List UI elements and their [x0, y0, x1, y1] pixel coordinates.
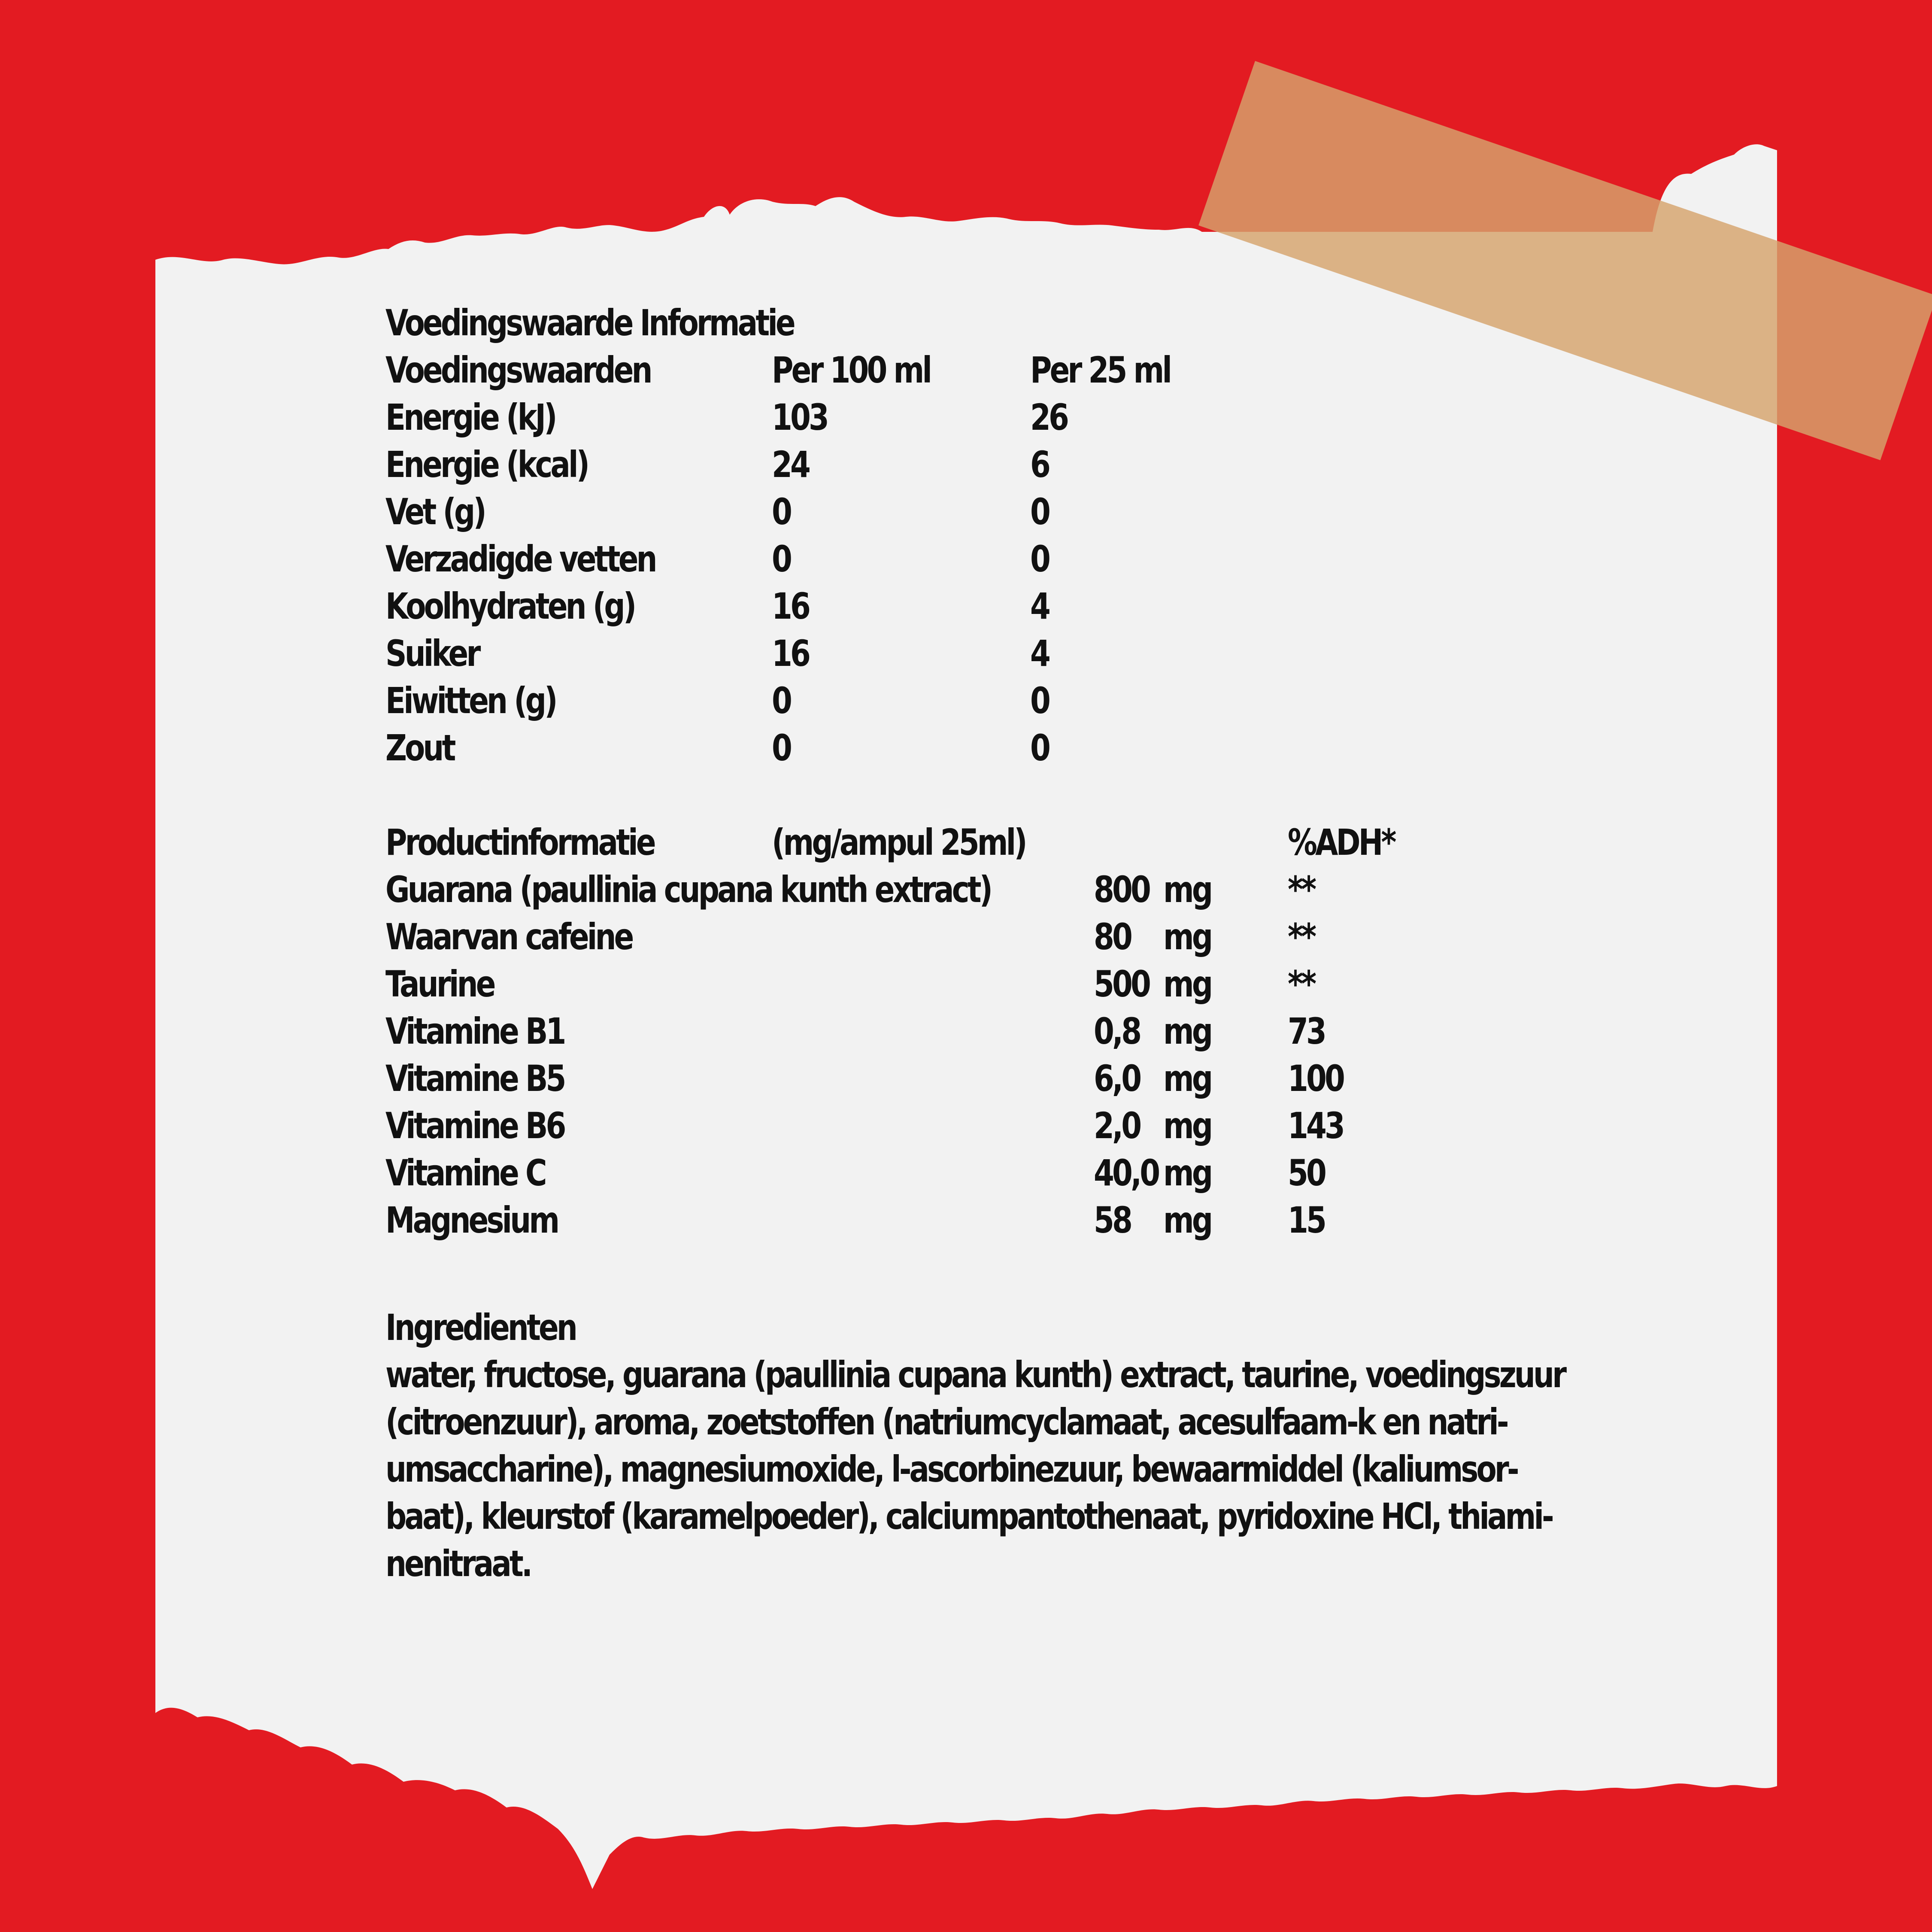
product-row-unit: mg — [1163, 869, 1211, 911]
nutrition-row-per25: 0 — [1030, 727, 1049, 769]
product-row-amount: 0,8 — [1094, 1010, 1140, 1052]
nutrition-row-per25: 4 — [1030, 585, 1049, 627]
nutrition-row-per100: 24 — [772, 444, 809, 486]
nutrition-row-label: Energie (kJ) — [385, 396, 555, 438]
product-row-adh: ** — [1288, 916, 1315, 958]
product-row-adh: 143 — [1288, 1105, 1344, 1147]
ingredients-line: baat), kleurstof (karamelpoeder), calciumpantothenaat, pyridoxine HCl, thiami- — [385, 1495, 1552, 1537]
nutrition-row-per25: 0 — [1030, 680, 1049, 722]
product-row-unit: mg — [1163, 1199, 1211, 1241]
product-row-amount: 2,0 — [1094, 1105, 1140, 1147]
nutrition-row-label: Verzadigde vetten — [385, 538, 655, 580]
product-row-adh: 50 — [1288, 1152, 1325, 1194]
product-header-unit: (mg/ampul 25ml) — [772, 821, 1025, 863]
ingredients-line: (citroenzuur), aroma, zoetstoffen (natriumcyclamaat, acesulfaam-k en natri- — [385, 1401, 1507, 1443]
product-row-label: Vitamine B1 — [385, 1010, 564, 1052]
nutrition-row-label: Vet (g) — [385, 491, 485, 533]
product-row-label: Vitamine B6 — [385, 1105, 564, 1147]
product-row-amount: 500 — [1094, 963, 1149, 1005]
product-row-unit: mg — [1163, 1010, 1211, 1052]
product-row-adh: 73 — [1288, 1010, 1325, 1052]
product-row-label: Vitamine C — [385, 1152, 545, 1194]
product-row-adh: ** — [1288, 869, 1315, 911]
ingredients-title: Ingredienten — [385, 1306, 576, 1349]
nutrition-row-per25: 26 — [1030, 396, 1068, 438]
nutrition-row-per100: 16 — [772, 585, 809, 627]
product-row-amount: 6,0 — [1094, 1057, 1140, 1100]
product-row-label: Taurine — [385, 963, 494, 1005]
nutrition-header-1: Per 100 ml — [772, 349, 931, 391]
product-row-amount: 40,0 — [1094, 1152, 1159, 1194]
nutrition-title: Voedingswaarde Informatie — [385, 302, 794, 344]
product-row-adh: ** — [1288, 963, 1315, 1005]
product-row-label: Magnesium — [385, 1199, 558, 1241]
nutrition-row-per25: 0 — [1030, 491, 1049, 533]
nutrition-header-2: Per 25 ml — [1030, 349, 1171, 391]
nutrition-row-per100: 0 — [772, 680, 791, 722]
nutrition-row-per100: 103 — [772, 396, 828, 438]
nutrition-row-label: Eiwitten (g) — [385, 680, 556, 722]
product-row-amount: 80 — [1094, 916, 1131, 958]
nutrition-row-label: Energie (kcal) — [385, 444, 588, 486]
nutrition-row-per25: 6 — [1030, 444, 1049, 486]
nutrition-row-label: Zout — [385, 727, 454, 769]
product-row-label: Waarvan cafeine — [385, 916, 632, 958]
product-row-unit: mg — [1163, 1105, 1211, 1147]
product-row-label: Guarana (paullinia cupana kunth extract) — [385, 869, 991, 911]
nutrition-row-per100: 0 — [772, 538, 791, 580]
product-row-adh: 15 — [1288, 1199, 1325, 1241]
ingredients-line: water, fructose, guarana (paullinia cupana kunth) extract, taurine, voedingszuur — [385, 1354, 1565, 1396]
nutrition-row-per25: 4 — [1030, 632, 1049, 674]
product-row-unit: mg — [1163, 963, 1211, 1005]
nutrition-row-per25: 0 — [1030, 538, 1049, 580]
product-row-unit: mg — [1163, 1057, 1211, 1100]
nutrition-row-per100: 16 — [772, 632, 809, 674]
nutrition-row-label: Suiker — [385, 632, 479, 674]
product-row-unit: mg — [1163, 916, 1211, 958]
product-row-amount: 58 — [1094, 1199, 1131, 1241]
product-row-adh: 100 — [1288, 1057, 1344, 1100]
nutrition-header-0: Voedingswaarden — [385, 349, 651, 391]
ingredients-line: umsaccharine), magnesiumoxide, l-ascorbinezuur, bewaarmiddel (kaliumsor- — [385, 1448, 1517, 1490]
nutrition-row-label: Koolhydraten (g) — [385, 585, 635, 627]
product-header-adh: %ADH* — [1288, 821, 1395, 863]
product-row-amount: 800 — [1094, 869, 1149, 911]
nutrition-row-per100: 0 — [772, 727, 791, 769]
ingredients-line: nenitraat. — [385, 1543, 531, 1585]
product-row-label: Vitamine B5 — [385, 1057, 564, 1100]
nutrition-row-per100: 0 — [772, 491, 791, 533]
product-row-unit: mg — [1163, 1152, 1211, 1194]
product-header-label: Productinformatie — [385, 821, 654, 863]
